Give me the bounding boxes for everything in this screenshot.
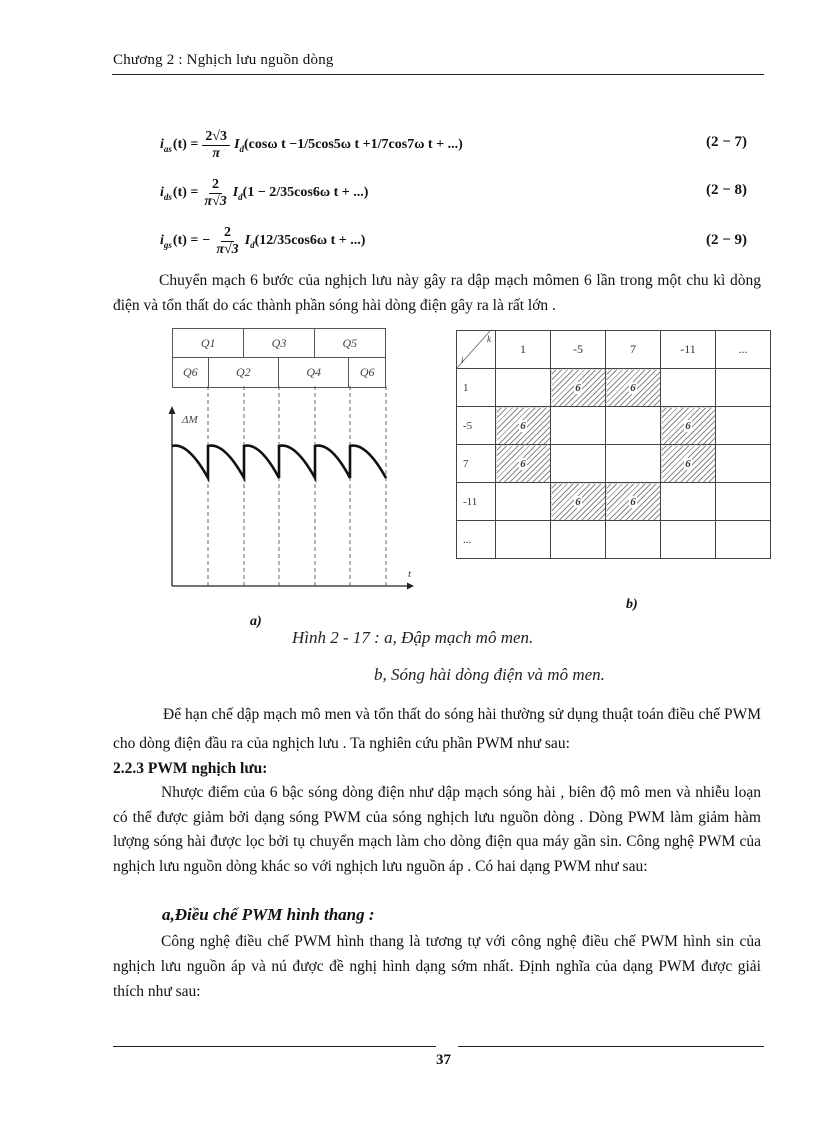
equation-2-8: $i_{ds}$ (t) = $\frac{2}{\pi√3}$ $I_d$ (1 − 2/35cos6ω t + ...) (160, 177, 369, 209)
figure-torque-ripple (172, 328, 412, 594)
switch-label: Q1 (173, 329, 244, 357)
table-row: 7 6 6 (457, 445, 771, 483)
figure-label-a: a) (250, 614, 262, 629)
switch-label: Q6 (173, 358, 209, 387)
switch-sequence-table (172, 328, 386, 388)
paragraph-commutation: Chuyển mạch 6 bước của nghịch lưu này gây ra dập mạch mômen 6 lần trong một chu kì dòng điện và tổn thất do các thành phần sóng hài dòng điện gây ra là rất lớn . (113, 272, 761, 314)
harmonic-cell: 6 (661, 407, 716, 445)
figure-harmonic-table (456, 330, 771, 559)
header-divider (112, 74, 764, 75)
harmonic-cell: 6 (551, 369, 606, 407)
torque-waveform (168, 386, 418, 594)
table-row: 1 6 6 (457, 369, 771, 407)
harmonic-cell: 6 (606, 369, 661, 407)
harmonic-cell: 6 (496, 407, 551, 445)
equation-number: (2 − 9) (706, 232, 748, 248)
switch-label: Q4 (279, 358, 349, 387)
table-row: -5 6 6 (457, 407, 771, 445)
figure-caption-line1: Hình 2 - 17 : a, Đập mạch mô men. (292, 628, 534, 647)
column-header: -5 (551, 331, 606, 369)
column-header: 7 (606, 331, 661, 369)
paragraph-trapezoid-pwm: Công nghệ điều chế PWM hình thang là tương tự với công nghệ điều chế PWM hình sin của nghịch lưu nguồn áp và nú được đề nghị hình dạng sớm nhất. Định nghĩa của dạng PWM được giải thích như sau: (113, 933, 761, 1000)
footer-divider-left (113, 1046, 436, 1047)
footer-divider-right (458, 1046, 764, 1047)
harmonic-cell: 6 (606, 483, 661, 521)
table-corner: k i (457, 331, 496, 369)
paragraph-pwm-intro: Để hạn chế dập mạch mô men và tổn thất do sóng hài thường sử dụng thuật toán điều chế PWM cho dòng điện đầu ra của nghịch lưu . Ta nghiên cứu phần PWM như sau: (113, 706, 761, 752)
table-row: ... (457, 521, 771, 559)
equation-number: (2 − 8) (706, 182, 748, 198)
switch-label: Q5 (342, 335, 358, 350)
harmonic-cell: 6 (661, 445, 716, 483)
running-header: Chương 2 : Nghịch lưu nguồn dòng (113, 52, 334, 68)
harmonic-table (456, 330, 771, 559)
switch-label: Q6 (359, 365, 375, 379)
paragraph-pwm-body: Nhược điểm của 6 bậc sóng dòng điện như dập mạch sóng hài , biên độ mô men và nhiễu loạn có thể được giảm bởi dạng sóng PWM của sóng nghịch lưu nguồn dòng . Dòng PWM làm giảm hàm lượng sóng hài được lọc bởi tụ chuyển mạch làm cho dòng điện qua máy gần sin. Công nghệ PWM của nghịch lưu nguồn dòng khác so với nghịch lưu nguồn áp . Có hai dạng PWM như sau: (113, 784, 761, 875)
switch-label: Q2 (209, 358, 279, 387)
column-header: ... (716, 331, 771, 369)
harmonic-cell: 6 (496, 445, 551, 483)
figure-caption-line2: b, Sóng hài dòng điện và mô men. (374, 665, 605, 684)
subsection-heading: a,Điều chế PWM hình thang : (162, 905, 375, 924)
equation-2-9: $i_{gs}$ (t) = − $\frac{2}{\pi√3}$ $I_d$ (12/35cos6ω t + ...) (160, 225, 366, 257)
equation-number: (2 − 7) (706, 134, 748, 150)
equation-2-7: $i_{as}$ (t) = $\frac{2√3}{\pi}$ $I_d$ (cosω t −1/5cos5ω t +1/7cos7ω t + ...) (160, 129, 463, 161)
column-header: -11 (661, 331, 716, 369)
column-header: 1 (496, 331, 551, 369)
page-number: 37 (436, 1052, 451, 1068)
section-heading: 2.2.3 PWM nghịch lưu: (113, 760, 268, 777)
y-axis-label: ΔM (182, 414, 198, 426)
harmonic-cell: 6 (551, 483, 606, 521)
x-axis-label: t (408, 568, 412, 580)
table-row: -11 6 6 (457, 483, 771, 521)
switch-label: Q3 (244, 329, 314, 357)
figure-label-b: b) (626, 597, 638, 612)
